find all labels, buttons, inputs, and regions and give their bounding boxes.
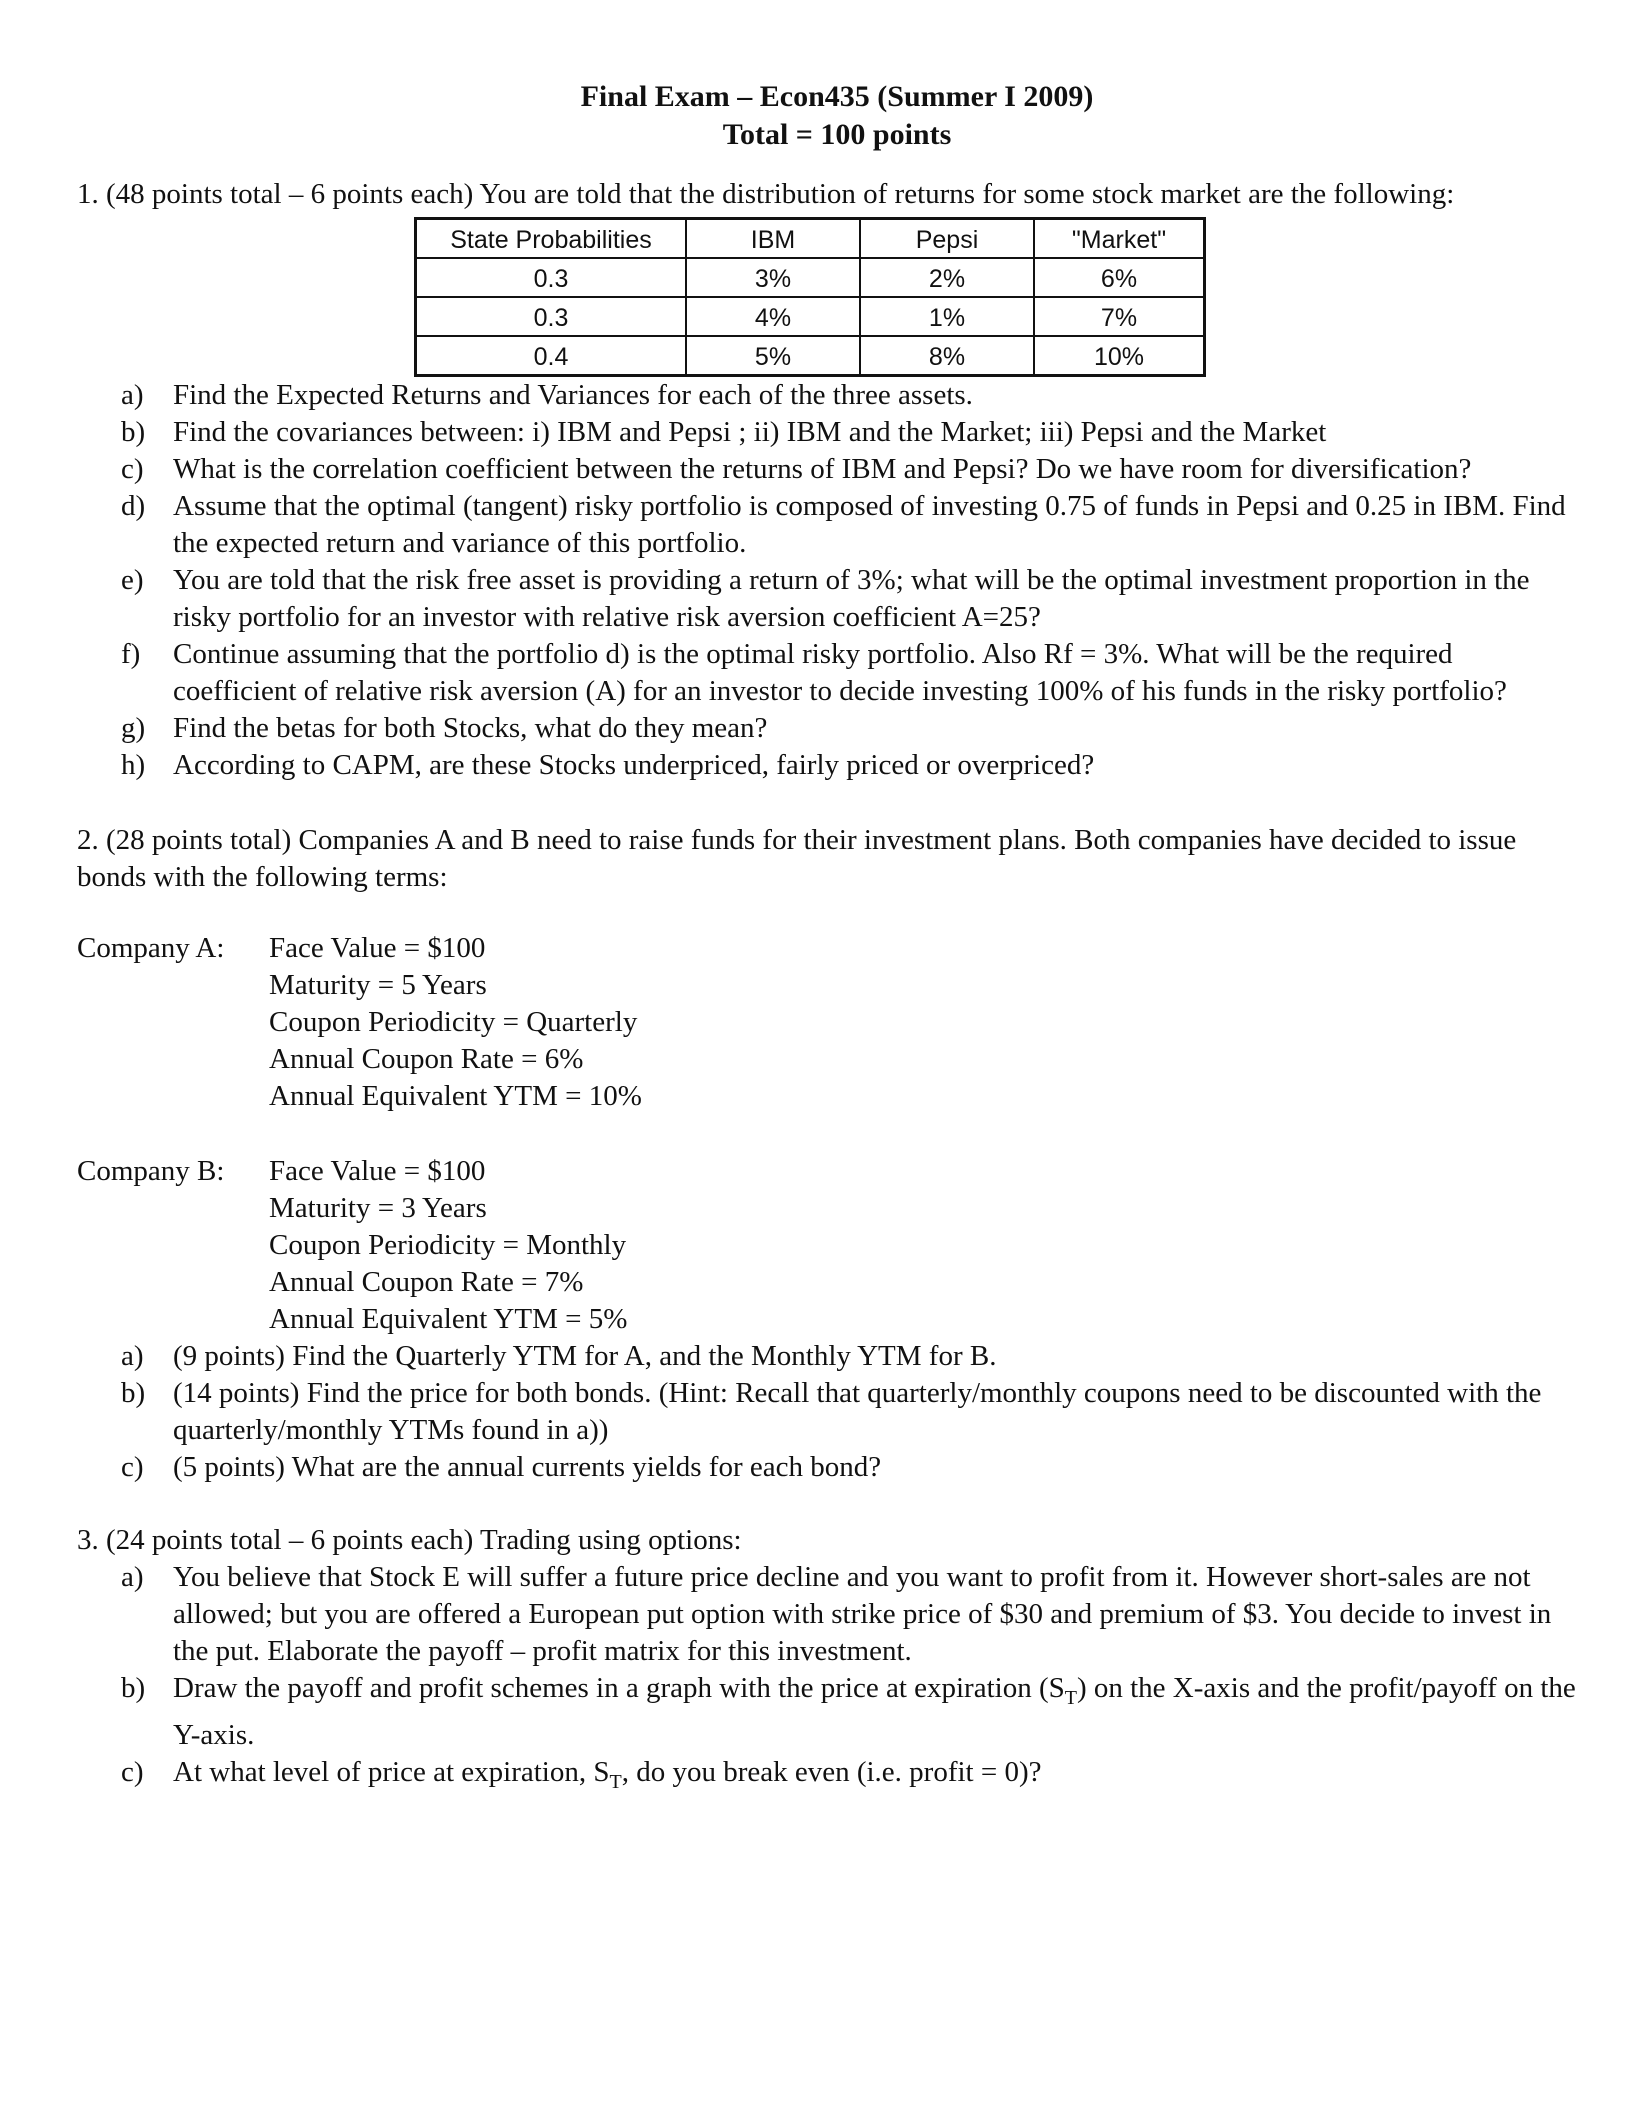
exam-header (77, 78, 1577, 154)
list-item (77, 1449, 1577, 1486)
bond-terms-list (269, 1153, 627, 1338)
question-3-parts (77, 1559, 1577, 1801)
item-text: Find the Expected Returns and Variances for each of the three assets. (173, 379, 973, 411)
list-item (77, 1375, 1577, 1449)
exam-total: Total = 100 points (722, 118, 952, 151)
item-text: You believe that Stock E will suffer a future price decline and you want to profit from it. However short-sales are not allowed; but you are offered a European put option with strike price of $30 and premium of $3. You decide to invest in the put. Elaborate the payoff – profit matrix for this investment. (173, 1561, 1552, 1667)
bond-term: Annual Equivalent YTM = 5% (269, 1303, 628, 1335)
table-header-cell: "Market" (1034, 219, 1205, 259)
list-item (77, 562, 1577, 636)
item-text-before: Draw the payoff and profit schemes in a graph with the price at expiration (S (173, 1672, 1065, 1704)
list-item (77, 1670, 1577, 1754)
table-header-cell: IBM (686, 219, 860, 259)
list-item (77, 1338, 1577, 1375)
item-label: g) (121, 712, 146, 744)
table-cell: 10% (1034, 336, 1205, 376)
table-row (416, 297, 1205, 336)
table-cell: 0.3 (416, 258, 687, 297)
list-item (77, 1754, 1577, 1801)
bond-term: Face Value = $100 (269, 932, 486, 964)
list-item (77, 377, 1577, 414)
item-label: c) (121, 1755, 144, 1788)
bond-term: Coupon Periodicity = Quarterly (269, 1006, 638, 1038)
table-cell: 0.4 (416, 336, 687, 376)
bond-term: Maturity = 5 Years (269, 969, 487, 1001)
item-text: You are told that the risk free asset is providing a return of 3%; what will be the optimal investment proportion in the risky portfolio for an investor with relative risk aversion coefficient A=25? (173, 564, 1530, 633)
bond-terms-company-b (77, 1153, 1577, 1338)
list-item (77, 636, 1577, 710)
bond-term: Coupon Periodicity = Monthly (269, 1229, 627, 1261)
item-text: Find the covariances between: i) IBM and Pepsi ; ii) IBM and the Market; iii) Pepsi and the Market (173, 416, 1327, 448)
list-item (77, 1559, 1577, 1670)
question-1-intro: 1. (48 points total – 6 points each) You are told that the distribution of returns for some stock market are the following: (77, 178, 1455, 210)
question-3-intro: 3. (24 points total – 6 points each) Trading using options: (77, 1524, 742, 1556)
table-cell: 1% (860, 297, 1034, 336)
bond-term: Maturity = 3 Years (269, 1192, 487, 1224)
table-cell: 2% (860, 258, 1034, 297)
table-cell: 4% (686, 297, 860, 336)
item-text: Find the betas for both Stocks, what do they mean? (173, 712, 768, 744)
item-text-after: ) on the X-axis and the profit/payoff on the Y-axis. (173, 1672, 1576, 1751)
item-label: h) (121, 749, 146, 781)
item-text: (5 points) What are the annual currents yields for each bond? (173, 1451, 882, 1483)
item-label: a) (121, 1340, 144, 1372)
table-header-cell: Pepsi (860, 219, 1034, 259)
question-2-intro: 2. (28 points total) Companies A and B need to raise funds for their investment plans. Both companies have decided to issue bonds with the following terms: (77, 824, 1517, 893)
table-cell: 7% (1034, 297, 1205, 336)
company-name: Company B: (77, 1155, 225, 1187)
list-item (77, 710, 1577, 747)
item-label: a) (121, 1561, 144, 1593)
bond-term: Annual Equivalent YTM = 10% (269, 1080, 642, 1112)
item-text: (9 points) Find the Quarterly YTM for A, and the Monthly YTM for B. (173, 1340, 997, 1372)
item-text: Continue assuming that the portfolio d) is the optimal risky portfolio. Also Rf = 3%. What will be the required coefficient of relative risk aversion (A) for an investor to decide investing 100% of his funds in the risky portfolio? (173, 638, 1507, 707)
item-label: e) (121, 564, 144, 596)
item-label: b) (121, 1672, 146, 1704)
item-label: a) (121, 379, 144, 411)
item-text: (14 points) Find the price for both bonds. (Hint: Recall that quarterly/monthly coupons need to be discounted with the quarterly/monthly YTMs found in a)) (173, 1377, 1542, 1446)
table-row (416, 336, 1205, 376)
table-header-row (416, 219, 1205, 259)
table-row (416, 258, 1205, 297)
table-cell: 0.3 (416, 297, 687, 336)
company-name: Company A: (77, 932, 225, 964)
table-cell: 8% (860, 336, 1034, 376)
exam-title: Final Exam – Econ435 (Summer I 2009) (580, 80, 1094, 113)
item-label: c) (121, 1451, 144, 1483)
item-text-after: , do you break even (i.e. profit = 0)? (621, 1755, 1042, 1788)
item-text: Assume that the optimal (tangent) risky portfolio is composed of investing 0.75 of funds in Pepsi and 0.25 in IBM. Find the expected return and variance of this portfolio. (173, 490, 1566, 559)
item-label: b) (121, 416, 146, 448)
item-text: What is the correlation coefficient between the returns of IBM and Pepsi? Do we have room for diversification? (173, 453, 1472, 485)
item-label: d) (121, 490, 146, 522)
returns-table (414, 217, 1206, 377)
bond-term: Annual Coupon Rate = 7% (269, 1266, 584, 1298)
bond-term: Face Value = $100 (269, 1155, 486, 1187)
table-header-cell: State Probabilities (416, 219, 687, 259)
question-2-parts (77, 1338, 1577, 1486)
list-item (77, 414, 1577, 451)
bond-terms-list (269, 930, 642, 1115)
table-cell: 6% (1034, 258, 1205, 297)
subscript-t: T (1064, 1686, 1077, 1709)
table-cell: 5% (686, 336, 860, 376)
bond-terms-company-a (77, 930, 1577, 1115)
item-label: f) (121, 638, 141, 670)
item-text-before: At what level of price at expiration, S (173, 1755, 610, 1788)
question-1-parts (77, 377, 1577, 784)
item-text: According to CAPM, are these Stocks underpriced, fairly priced or overpriced? (173, 749, 1095, 781)
bond-term: Annual Coupon Rate = 6% (269, 1043, 584, 1075)
list-item (77, 488, 1577, 562)
table-cell: 3% (686, 258, 860, 297)
exam-page (77, 78, 1577, 1801)
subscript-t: T (609, 1770, 622, 1793)
list-item (77, 747, 1577, 784)
list-item (77, 451, 1577, 488)
item-label: c) (121, 453, 144, 485)
item-label: b) (121, 1377, 146, 1409)
